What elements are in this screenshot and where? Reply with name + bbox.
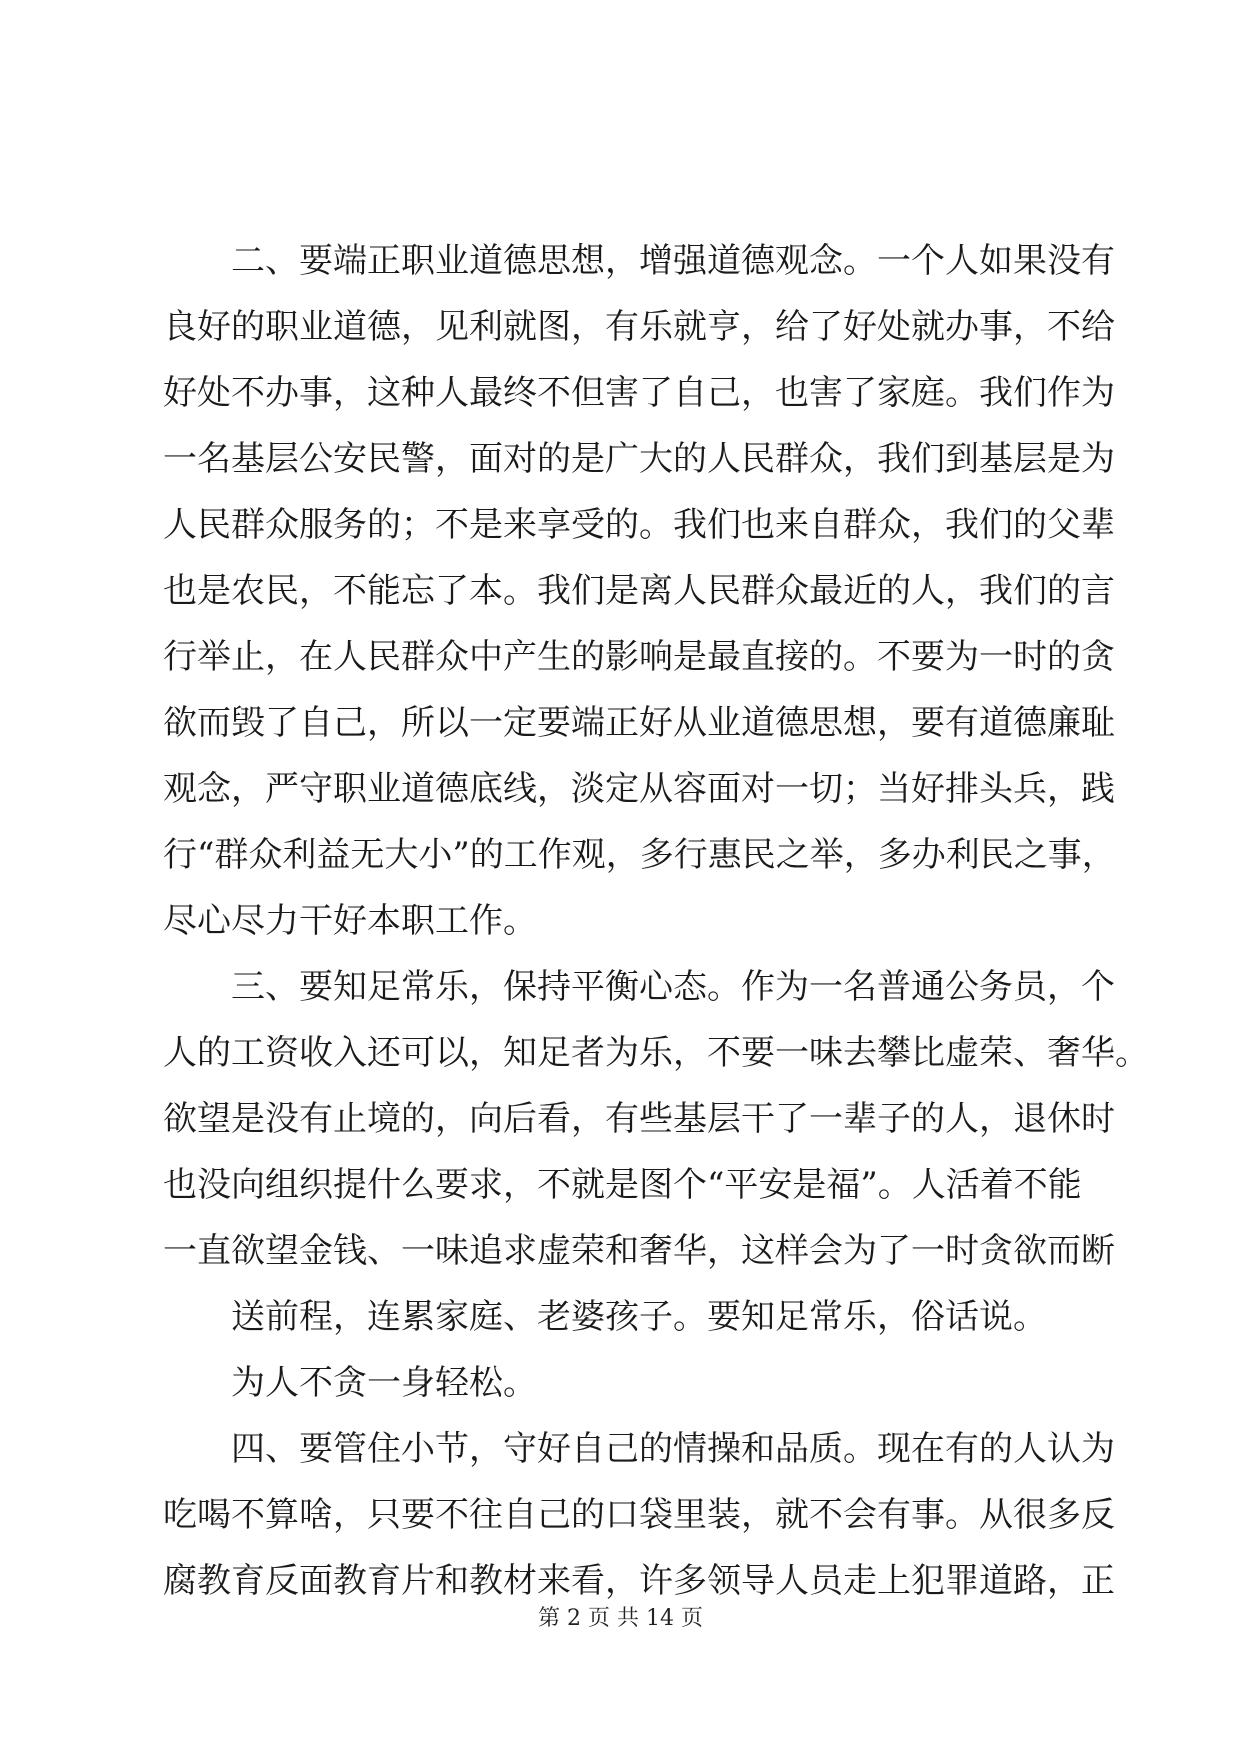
paragraph-2-line-7: 行举止，在人民群众中产生的影响是最直接的。不要为一时的贪: [163, 637, 1115, 677]
paragraph-2-line-9: 观念，严守职业道德底线，淡定从容面对一切；当好排头兵，践: [163, 769, 1115, 809]
paragraph-3-line-3: 欲望是没有止境的，向后看，有些基层干了一辈子的人，退休时: [163, 1099, 1115, 1139]
paragraph-3-line-2: 人的工资收入还可以，知足者为乐，不要一味去攀比虚荣、奢华。: [163, 1033, 1149, 1073]
paragraph-2-line-2: 良好的职业道德，见利就图，有乐就亨，给了好处就办事，不给: [163, 307, 1115, 347]
paragraph-2-line-10: 行“群众利益无大小”的工作观，多行惠民之举，多办利民之事，: [163, 835, 1116, 875]
paragraph-5-line-2: 吃喝不算啥，只要不往自己的口袋里装，就不会有事。从很多反: [163, 1495, 1115, 1535]
document-body: [163, 228, 1149, 1614]
paragraph-2-line-1: 二、要端正职业道德思想，增强道德观念。一个人如果没有: [231, 241, 1115, 281]
paragraph-3-line-1: 三、要知足常乐，保持平衡心态。作为一名普通公务员，个: [231, 967, 1115, 1007]
paragraph-5-line-3: 腐教育反面教育片和教材来看，许多领导人员走上犯罪道路，正: [163, 1561, 1115, 1601]
paragraph-3-line-5: 一直欲望金钱、一味追求虚荣和奢华，这样会为了一时贪欲而断: [163, 1231, 1115, 1271]
paragraph-4-line-1: 为人不贪一身轻松。: [231, 1363, 537, 1403]
paragraph-5-line-1: 四、要管住小节，守好自己的情操和品质。现在有的人认为: [231, 1429, 1115, 1469]
paragraph-2-line-5: 人民群众服务的；不是来享受的。我们也来自群众，我们的父辈: [163, 505, 1115, 545]
paragraph-2-line-4: 一名基层公安民警，面对的是广大的人民群众，我们到基层是为: [163, 439, 1115, 479]
paragraph-3-line-6: 送前程，连累家庭、老婆孩子。要知足常乐，俗话说。: [231, 1297, 1047, 1337]
paragraph-2-line-11: 尽心尽力干好本职工作。: [163, 901, 537, 941]
paragraph-2-line-8: 欲而毁了自己，所以一定要端正好从业道德思想，要有道德廉耻: [163, 703, 1115, 743]
paragraph-2-line-6: 也是农民，不能忘了本。我们是离人民群众最近的人，我们的言: [163, 571, 1115, 611]
page-number-footer: 第 2 页 共 14 页: [538, 1606, 703, 1631]
paragraph-3-line-4: 也没向组织提什么要求，不就是图个“平安是福”。人活着不能: [163, 1165, 1082, 1205]
paragraph-2-line-3: 好处不办事，这种人最终不但害了自己，也害了家庭。我们作为: [163, 373, 1115, 413]
